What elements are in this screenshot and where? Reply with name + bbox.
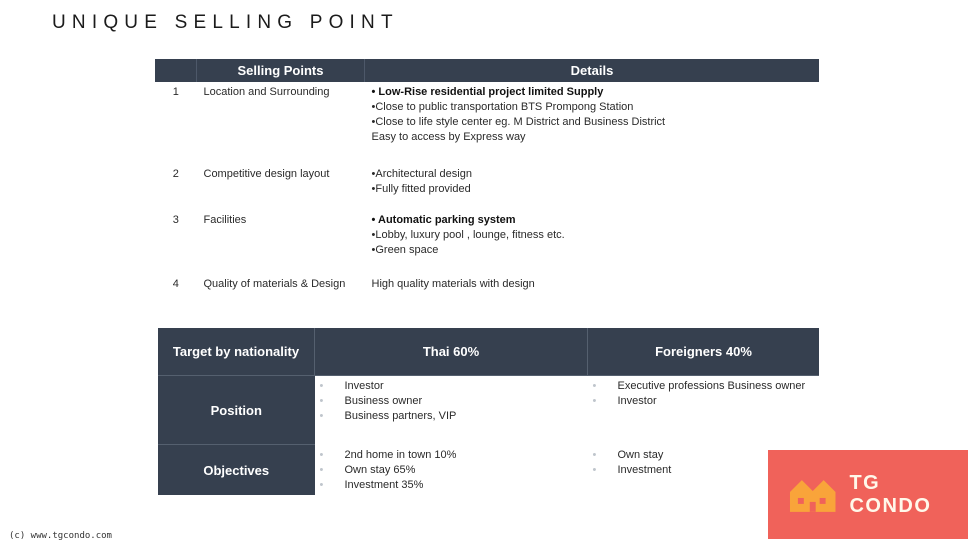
selling-point-name: Location and Surrounding [203, 86, 330, 98]
list-item: • Investment [588, 463, 820, 478]
tg-condo-logo [768, 450, 968, 539]
page-title: UNIQUE SELLING POINT [52, 12, 399, 33]
target-header-label: Target by nationality [158, 328, 315, 376]
selling-point-name: Quality of materials & Design [203, 278, 346, 290]
detail-line: • Low-Rise residential project limited Supply [371, 86, 604, 98]
detail-line: • Automatic parking system [371, 214, 516, 226]
house-icon [788, 476, 837, 514]
detail-line: High quality materials with design [371, 278, 535, 290]
selling-points-table [155, 59, 819, 292]
row-number: 3 [172, 214, 179, 226]
selling-point-name: Competitive design layout [203, 168, 330, 180]
position-row [158, 376, 819, 445]
header-selling-points: Selling Points [197, 59, 365, 82]
detail-line: •Green space [371, 244, 439, 256]
detail-line: •Lobby, luxury pool , lounge, fitness etc. [371, 229, 565, 241]
position-foreigners [588, 376, 820, 445]
list-item: • Investment 35% [315, 478, 588, 493]
header-details: Details [365, 59, 820, 82]
row-number: 4 [172, 278, 179, 290]
selling-point-row [155, 82, 819, 161]
detail-line: •Close to public transportation BTS Prompong Station [371, 101, 634, 113]
selling-point-details [365, 200, 820, 260]
detail-line: Easy to access by Express way [371, 131, 526, 143]
header-number [155, 59, 197, 82]
target-header-thai: Thai 60% [315, 328, 588, 376]
selling-point-name: Facilities [203, 214, 247, 226]
row-number: 1 [172, 86, 179, 98]
list-item: • Own stay [588, 448, 820, 463]
target-header-foreigners: Foreigners 40% [588, 328, 820, 376]
objectives-thai [315, 445, 588, 496]
position-thai [315, 376, 588, 445]
list-item: • Business owner [315, 394, 588, 409]
objectives-label: Objectives [158, 445, 315, 496]
target-header-row [158, 328, 819, 376]
selling-point-row [155, 161, 819, 200]
position-label: Position [158, 376, 315, 445]
selling-points-header [155, 59, 819, 82]
footer-credit: (c) www.tgcondo.com [9, 531, 112, 541]
list-item: • Business partners, VIP [315, 409, 588, 424]
logo-text: TG CONDO [849, 471, 932, 517]
selling-point-row [155, 260, 819, 292]
objectives-row [158, 445, 819, 496]
detail-line: •Architectural design [371, 168, 472, 180]
selling-point-details [365, 260, 820, 292]
list-item: • 2nd home in town 10% [315, 448, 588, 463]
list-item: • Investor [588, 394, 820, 409]
row-number: 2 [172, 168, 179, 180]
list-item: • Own stay 65% [315, 463, 588, 478]
detail-line: •Fully fitted provided [371, 183, 471, 195]
selling-point-row [155, 200, 819, 260]
list-item: • Investor [315, 379, 588, 394]
selling-point-details [365, 82, 820, 161]
detail-line: •Close to life style center eg. M District and Business District [371, 116, 666, 128]
target-nationality-table [158, 328, 819, 495]
selling-point-details [365, 161, 820, 200]
list-item: • Executive professions Business owner [588, 379, 820, 394]
